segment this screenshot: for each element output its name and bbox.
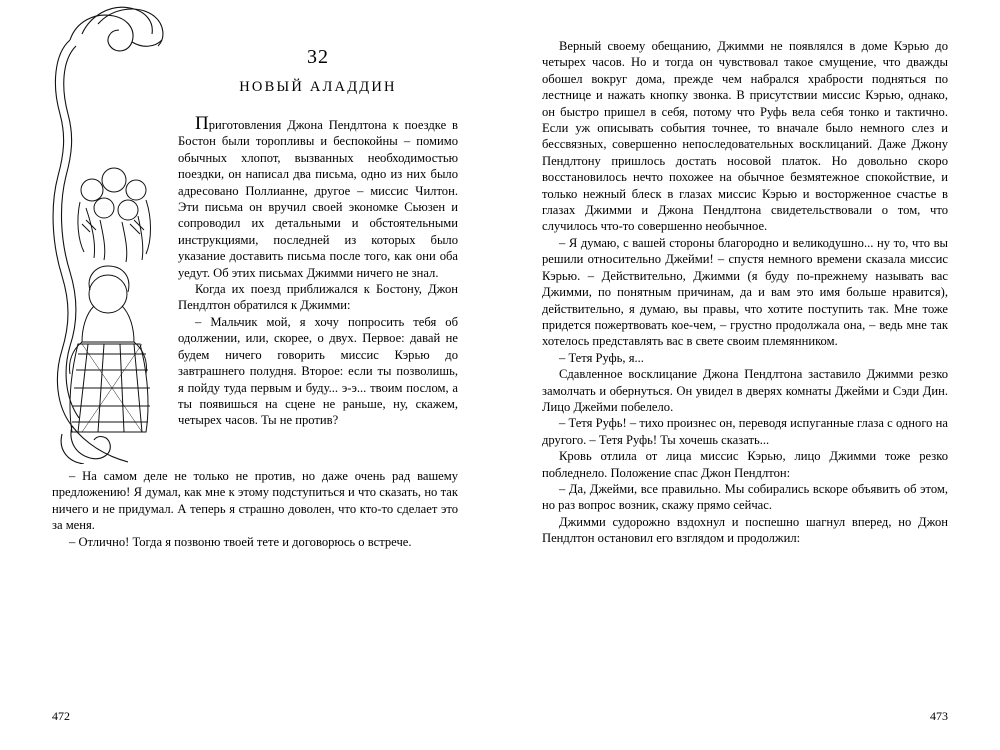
paragraph: Верный своему обещанию, Джимми не появлялся в доме Кэрью до четырех часов. Но и тогда он чувствовал такое смущение, что дважды обошел вокруг дома, прежде чем набрался храбрости подняться по лестнице и нажать кнопку звонка. В присутствии миссис Кэрью, однако, он быстро пришел в себя, потому что Руфь вела себя тонко и тактично. Если уж описывать события точнее, то вначале было немного слез и бессвязных, совершенно непоследовательных восклицаний. Даже Джону Пендлтону пришлось достать носовой платок. Но довольно скоро восстановилось нечто похожее на обычное безмятежное спокойствие, и только нежный блеск в глазах миссис Кэрью и восторженное счастье в глазах Джимми и Джона Пендлтона свидетельствовали о том, что случилось что-то совершенно необычное. xyxy=(542,39,948,234)
right-page xyxy=(500,0,1000,750)
left-page-text-block xyxy=(52,46,458,429)
page-number-left: 472 xyxy=(52,709,70,723)
chapter-illustration xyxy=(42,0,168,464)
page-number-right: 473 xyxy=(930,709,948,723)
paragraph: Джимми судорожно вздохнул и поспешно шагнул вперед, но Джон Пендлтон остановил его взглядом и продолжил: xyxy=(542,514,948,546)
paragraph: – Мальчик мой, я хочу попросить тебя об одолжении, или, скорее, о двух. Первое: давай не будем ничего говорить миссис Кэрью до завтрашнего полудня. Второе: если ты позволишь, я пойду туда первым и буду... э-э... твоим послом, а ты появишься на сцене не раньше, ну, скажем, четырех часов. Ты не против? xyxy=(178,314,458,428)
paragraph: – Я думаю, с вашей стороны благородно и великодушно... ну то, что вы решили относительно Джейми! – спустя немного времени сказала миссис Кэрью. – Действительно, Джимми (я буду по-прежнему называть вас Джимми, по понятным причинам, да и вам это имя больше нравится), действительно, я думаю, вы правы, что хотите поступить так. Мне тоже придется пожертвовать кое-чем, – грустно продолжала она, – ведь мне так хотелось представлять вас в свете своим племянником. xyxy=(542,235,948,349)
left-page-body-continued xyxy=(52,468,458,550)
paragraph: Кровь отлила от лица миссис Кэрью, лицо Джимми тоже резко побледнело. Положение спас Джон Пендлтон: xyxy=(542,449,948,480)
paragraph: – Отлично! Тогда я позвоню твоей тете и договорюсь о встрече. xyxy=(69,534,412,549)
paragraph: Сдавленное восклицание Джона Пендлтона заставило Джимми резко замолчать и обернуться. Он увидел в дверях комнаты Джейми и Сэди Дин. Лицо Джейми побелело. xyxy=(542,367,948,414)
paragraph: – На самом деле не только не против, но даже очень рад вашему предложению! Я думал, как мне к этому подступиться и что сказать, но так ничего и не придумал. А теперь я страшно доволен, что кто-то сделает это за меня. xyxy=(52,469,458,533)
paragraph: Когда их поезд приближался к Бостону, Джон Пендлтон обратился к Джимми: xyxy=(178,282,458,313)
drop-cap: П xyxy=(195,113,209,134)
paragraph: Приготовления Джона Пендлтона к поездке в Бостон были торопливы и беспокойны – помимо обычных хлопот, вызванных необходимостью поездки, он написал два письма, одно из них было адресовано Поллианне, другое – миссис Чилтон. Эти письма он вручил своей экономке Сьюзен и сопроводил их детальными и обстоятельными инструкциями, последней из которых было указание доставить письма после того, как они оба уедут. Об этих письмах Джимми ничего не знал. xyxy=(178,113,458,280)
paragraph: – Да, Джейми, все правильно. Мы собирались вскоре объявить об этом, но раз вопрос возник, скажу прямо сейчас. xyxy=(542,481,948,513)
chapter-title: НОВЫЙ АЛАДДИН xyxy=(239,79,397,95)
chapter-number: 32 xyxy=(307,46,329,68)
paragraph: – Тетя Руфь! – тихо произнес он, переводя испуганные глаза с одного на другого. – Тетя Руфь! Ты хочешь сказать... xyxy=(542,416,948,447)
paragraph: – Тетя Руфь, я... xyxy=(559,350,644,365)
right-page-body xyxy=(542,38,948,547)
